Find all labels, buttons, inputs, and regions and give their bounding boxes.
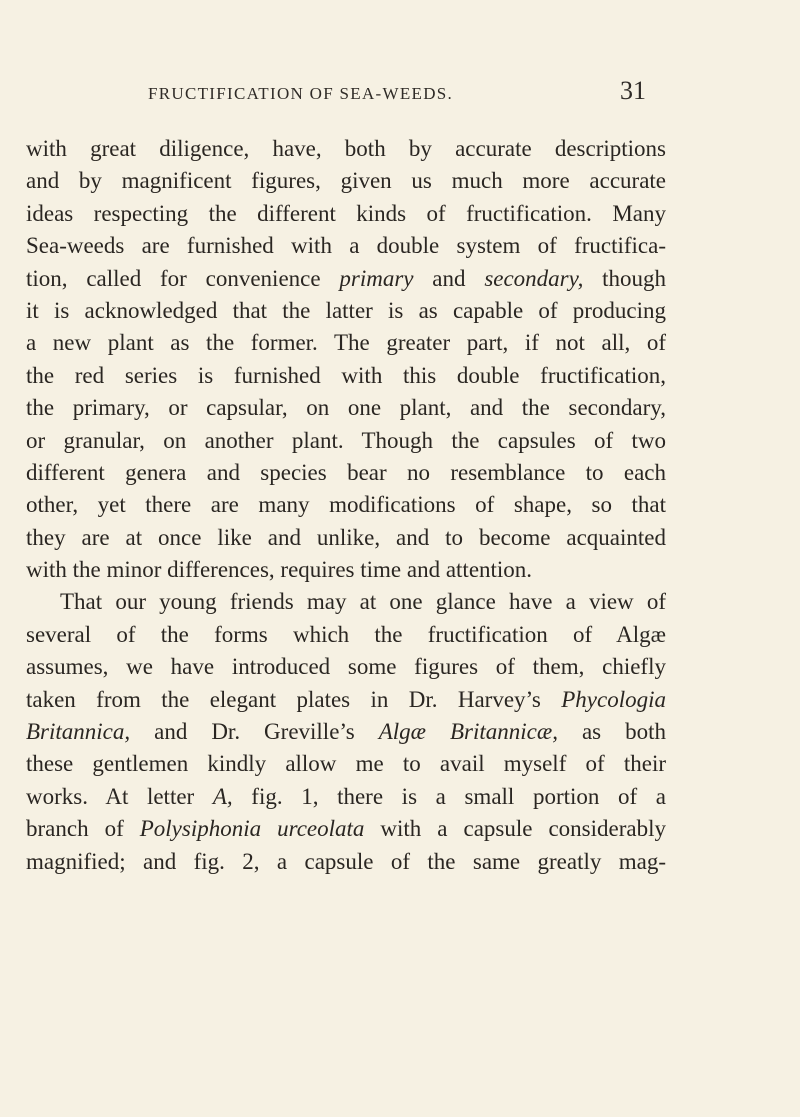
italic-text: secondary,	[484, 265, 584, 291]
body-text	[26, 133, 666, 878]
text-line: assumes, we have introduced some figures of them, chiefly	[26, 654, 666, 680]
text-line: with great diligence, have, both by accurate descriptions	[26, 136, 666, 161]
text-span: fig. 1, there is a small portion of a	[232, 783, 666, 809]
text-span: taken from the elegant plates in Dr. Harvey’s	[26, 686, 562, 712]
text-span: and	[413, 265, 485, 291]
italic-text: Britannica,	[26, 719, 131, 745]
text-line: That our young friends may at one glance have a view of	[60, 589, 666, 615]
text-line: the primary, or capsular, on one plant, and the secondary,	[26, 395, 666, 421]
text-line: magnified; and fig. 2, a capsule of the same greatly mag-	[26, 848, 666, 874]
italic-text: Polysiphonia urceolata	[139, 816, 365, 842]
italic-text: A,	[212, 783, 233, 809]
text-span: with a capsule considerably	[364, 816, 666, 842]
text-line: it is acknowledged that the latter is as capable of producing	[26, 297, 666, 323]
text-line: other, yet there are many modifications of shape, so that	[26, 492, 666, 518]
text-span: works. At letter	[26, 783, 213, 809]
text-line: a new plant as the former. The greater part, if not all, of	[26, 330, 666, 356]
text-span: as both	[557, 719, 666, 745]
page-number: 31	[620, 76, 646, 105]
text-line	[26, 813, 666, 845]
italic-text: Phycologia	[561, 686, 666, 712]
text-line: the red series is furnished with this double fructification,	[26, 362, 666, 388]
text-line: Sea-weeds are furnished with a double system of fructifica-	[26, 233, 666, 259]
italic-text: primary	[339, 265, 414, 291]
running-head: FRUCTIFICATION OF SEA-WEEDS.	[148, 84, 454, 103]
text-span: though	[583, 265, 666, 291]
text-line: different genera and species bear no resemblance to each	[26, 459, 666, 485]
text-line: ideas respecting the different kinds of fructification. Many	[26, 200, 666, 226]
text-line	[26, 263, 666, 295]
italic-text: Algæ Britannicæ,	[378, 719, 558, 745]
text-line: and by magnificent figures, given us much more accurate	[26, 168, 666, 194]
text-line	[26, 781, 666, 813]
text-line: several of the forms which the fructification of Algæ	[26, 621, 666, 647]
text-span: tion, called for convenience	[26, 265, 340, 291]
text-line: or granular, on another plant. Though the capsules of two	[26, 427, 666, 453]
text-line: with the minor differences, requires time and attention.	[26, 557, 533, 583]
text-line	[26, 716, 666, 748]
text-span: branch of	[26, 816, 140, 842]
text-line	[26, 684, 666, 716]
text-line: these gentlemen kindly allow me to avail myself of their	[26, 751, 666, 777]
text-line: they are at once like and unlike, and to become acquainted	[26, 524, 666, 550]
text-span: and Dr. Greville’s	[130, 719, 379, 745]
